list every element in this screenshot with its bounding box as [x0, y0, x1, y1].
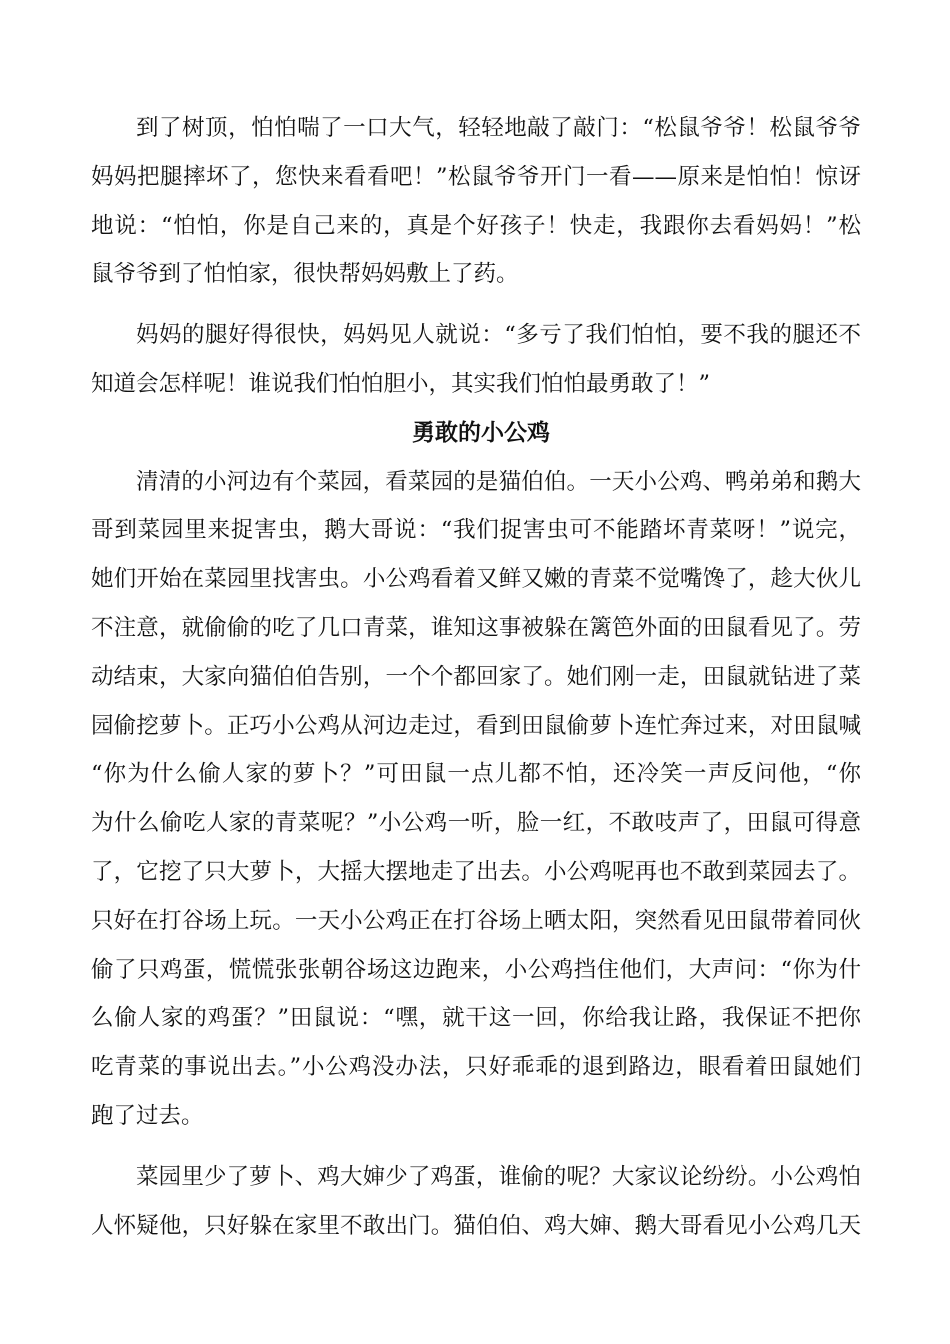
text-line: “你为什么偷人家的萝卜？”可田鼠一点儿都不怕，还冷笑一声反问他，“你 [91, 761, 861, 788]
text-line: 偷了只鸡蛋，慌慌张张朝谷场这边跑来，小公鸡挡住他们，大声问：“你为什 [91, 956, 861, 983]
paragraph [91, 104, 861, 299]
paragraph [91, 311, 861, 409]
text-line: 只好在打谷场上玩。一天小公鸡正在打谷场上晒太阳，突然看见田鼠带着同伙 [91, 907, 861, 934]
story-title: 勇敢的小公鸡 [412, 418, 550, 446]
text-line: 人怀疑他，只好躲在家里不敢出门。猫伯伯、鸡大婶、鹅大哥看见小公鸡几天 [91, 1212, 861, 1239]
text-line: 到了树顶，怕怕喘了一口大气，轻轻地敲了敲门：“松鼠爷爷！松鼠爷爷 [136, 115, 861, 141]
paragraph [91, 1153, 861, 1251]
text-line: 清清的小河边有个菜园，看菜园的是猫伯伯。一天小公鸡、鸭弟弟和鹅大 [136, 468, 861, 495]
text-line: 妈妈的腿好得很快，妈妈见人就说：“多亏了我们怕怕，要不我的腿还不 [136, 322, 861, 349]
text-line: 妈妈把腿摔坏了，您快来看看吧！”松鼠爷爷开门一看——原来是怕怕！惊讶 [91, 163, 861, 190]
text-line: 地说：“怕怕，你是自己来的，真是个好孩子！快走，我跟你去看妈妈！”松 [91, 212, 861, 239]
text-line: 吃青菜的事说出去。”小公鸡没办法，只好乖乖的退到路边，眼看着田鼠她们 [91, 1054, 861, 1081]
document-page [91, 104, 861, 1250]
text-line: 她们开始在菜园里找害虫。小公鸡看着又鲜又嫩的青菜不觉嘴馋了，趁大伙儿 [91, 566, 861, 593]
text-line: 了，它挖了只大萝卜，大摇大摆地走了出去。小公鸡呢再也不敢到菜园去了。 [91, 858, 861, 885]
text-line: 动结束，大家向猫伯伯告别，一个个都回家了。她们刚一走，田鼠就钻进了菜 [91, 663, 861, 690]
text-line: 哥到菜园里来捉害虫，鹅大哥说：“我们捉害虫可不能踏坏青菜呀！”说完， [91, 517, 861, 544]
paragraph [91, 458, 861, 1141]
text-line: 菜园里少了萝卜、鸡大婶少了鸡蛋，谁偷的呢？大家议论纷纷。小公鸡怕 [136, 1163, 861, 1190]
paragraph-gap [91, 1141, 861, 1153]
text-line: 鼠爷爷到了怕怕家，很快帮妈妈敷上了药。 [91, 261, 519, 288]
text-line: 为什么偷吃人家的青菜呢？”小公鸡一听，脸一红，不敢吱声了，田鼠可得意 [91, 810, 861, 837]
paragraph-gap [91, 299, 861, 311]
text-line: 园偷挖萝卜。正巧小公鸡从河边走过，看到田鼠偷萝卜连忙奔过来，对田鼠喊 [91, 712, 861, 739]
text-line: 跑了过去。 [91, 1102, 204, 1129]
text-line: 不注意，就偷偷的吃了几口青菜，谁知这事被躲在篱笆外面的田鼠看见了。劳 [91, 614, 861, 641]
text-line: 么偷人家的鸡蛋？”田鼠说：“嘿，就干这一回，你给我让路，我保证不把你 [91, 1005, 861, 1032]
text-line: 知道会怎样呢！谁说我们怕怕胆小，其实我们怕怕最勇敢了！” [91, 370, 711, 397]
